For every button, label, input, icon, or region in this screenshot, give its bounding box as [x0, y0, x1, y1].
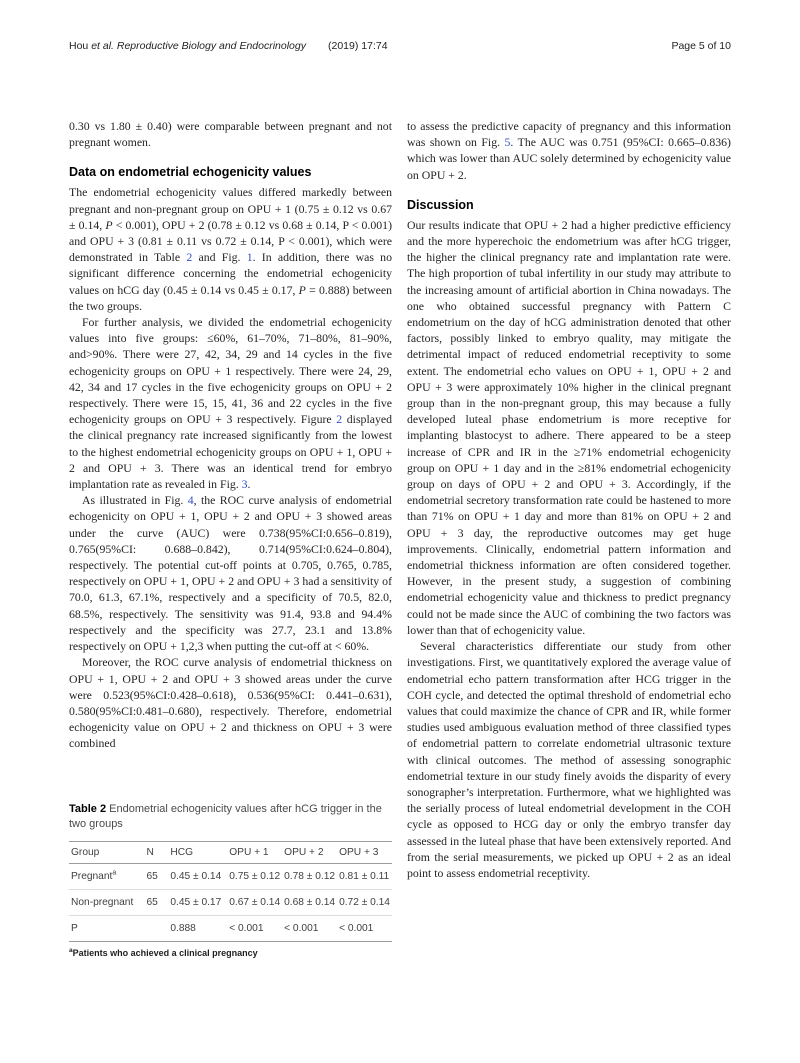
paragraph: [69, 184, 392, 314]
cell: < 0.001: [229, 922, 264, 934]
text-run: displayed the clinical pregnancy rate increased significantly from the lowest to the highest endometrial echogenicity groups on OPU + 1, OPU + 2 and OPU + 3. There was an identical trend for embryo implantation rate as revealed in Fig.: [69, 412, 392, 492]
reference-link[interactable]: 4: [187, 493, 194, 508]
journal-citation-line: [69, 40, 388, 52]
cell: 0.888: [170, 922, 196, 934]
table-2-block: [69, 802, 392, 958]
text-run: 0.30 vs 1.80 ± 0.40) were comparable between pregnant and not pregnant women.: [69, 119, 392, 150]
paragraph: [69, 654, 392, 751]
text-run: .: [247, 477, 251, 492]
text-run: Our results indicate that OPU + 2 had a higher predictive efficiency and the more hyperechoic the endometrium was after hCG trigger, the higher the clinical pregnancy rate and implantation rate were. The high proportion of tubal infertility in our study may attribute to the increasing amount of artificial abortion in China nowadays. The one who obtained successful pregnancy with Pattern C endometrium on the day of hCG administration denoted that other factors, possibly linked to embryo quality, may mitigate the detrimental impact of reduced endometrial receptivity to some extent. The endometrial echo values on OPU + 1, OPU + 2 and OPU + 3 were approximately 10% higher in the clinical pregnant group than in the non-pregnant group, this may because a fully developed luteal phase endometrium is more receptive for implanting blastocyst to adhere. There appeared to be a steep increase of CPR and IR in the ≥71% endometrial echogenicity group on OPU + 1 day and in the ≥81% endometrial echogenicity group on days of OPU + 2 and OPU + 3. Accordingly, if the endometrial secretory transformation rate could be hastened to more than 71% on OPU + 1 day and more than 81% on OPU + 2 and OPU + 3 day, the reproductive outcomes may get huge improvements. Clinically, endometrial pattern information and endometrial thickness information are often considered together. However, in the present study, a suggestion of combining endometrial echogenicity value and thickness to predict pregnancy could not be made since the AUC of combining the two factors was lower than that of echogenicity value.: [407, 217, 731, 637]
reference-link[interactable]: 3: [241, 477, 248, 492]
cell-group: P: [71, 922, 78, 934]
paragraph: [407, 118, 731, 183]
cell: 0.81 ± 0.11: [339, 870, 390, 882]
text-run: As illustrated in Fig.: [82, 493, 188, 508]
cell: 0.45 ± 0.17: [170, 896, 222, 908]
right-column: [407, 118, 731, 881]
text-run: P: [298, 282, 306, 297]
col-header: OPU + 2: [284, 846, 324, 858]
cell: 65: [146, 896, 158, 908]
citation: (2019) 17:74: [328, 40, 388, 52]
authors: Hou: [69, 40, 92, 52]
section-heading-discussion: Discussion: [407, 197, 474, 212]
text-run: , the ROC curve analysis of endometrial echogenicity on OPU + 1, OPU + 2 and OPU + 3 showed areas under the curve (AUC) were 0.738(95%CI:0.656–0.819), 0.765(95%CI: 0.688–0.842), 0.714(95%CI:0.624–0.804), respectively. The potential cut-off points at 0.705, 0.765, 0.785, respectively on OPU + 1, OPU + 2 and OPU + 3 had a sensitivity of 70.0, 61.3, 67.1%, respectively and a specificity of 70.5, 82.0, 68.5%, respectively. The sensitivity was 91.4, 93.8 and 94.4% respectively and the specificity was 27.7, 23.1 and 13.8% respectively on OPU + 1,2,3 when putting the cut-off at < 60%.: [69, 493, 392, 654]
cell: 0.68 ± 0.14: [284, 896, 336, 908]
col-header: N: [146, 846, 154, 858]
col-header: OPU + 3: [339, 846, 379, 858]
text-run: = 0.888) between the two groups.: [69, 282, 393, 313]
paragraph: [407, 217, 731, 638]
cell: 0.75 ± 0.12: [229, 870, 281, 882]
left-column: [69, 118, 392, 958]
reference-link[interactable]: 2: [336, 412, 343, 427]
cell: 65: [146, 870, 158, 882]
table-header-row: [69, 841, 392, 863]
section-heading-echogenicity: Data on endometrial echogenicity values: [69, 165, 312, 180]
col-header: HCG: [170, 846, 193, 858]
footnote-marker: a: [69, 946, 73, 954]
text-run: . In addition, there was no significant difference concerning the endometrial echogenicity values on hCG day (0.45 ± 0.14 vs 0.45 ± 0.17,: [69, 250, 392, 297]
cell: 0.78 ± 0.12: [284, 870, 336, 882]
table-caption: [69, 802, 392, 833]
cell: 0.45 ± 0.14: [170, 870, 222, 882]
table-row: [69, 863, 392, 889]
reference-link[interactable]: 1: [246, 250, 253, 265]
cell: 0.72 ± 0.14: [339, 896, 390, 908]
reference-link[interactable]: 5: [504, 135, 511, 150]
cell: < 0.001: [339, 922, 374, 934]
text-run: to assess the predictive capacity of pregnancy and this information was shown on Fig.: [407, 119, 731, 150]
paragraph: [69, 314, 392, 492]
cell: < 0.001: [284, 922, 319, 934]
cell: [144, 915, 168, 941]
footnote-text: Patients who achieved a clinical pregnancy: [72, 947, 258, 958]
footnote-marker: a: [112, 869, 117, 877]
table-footnote: [69, 948, 392, 958]
cell-text: Pregnant: [71, 870, 113, 882]
text-run: Moreover, the ROC curve analysis of endometrial thickness on OPU + 1, OPU + 2 and OPU + 3 showed areas under the curve were 0.523(95%CI:0.428–0.618), 0.536(95%CI: 0.441–0.631), 0.580(95%CI:0.481–0.680), respectively. Therefore, endometrial echogenicity value on OPU + 2 and thickness on OPU + 3 were combined: [69, 655, 392, 751]
table-2: [69, 841, 392, 942]
table-row: [69, 915, 392, 941]
paragraph: [69, 492, 392, 654]
text-run: < 0.001), OPU + 2 (0.78 ± 0.12 vs 0.68 ± 0.14, P < 0.001) and OPU + 3 (0.81 ± 0.11 vs 0.72 ± 0.14, P < 0.001), which were demonstrated in Table: [69, 217, 392, 265]
paragraph: [69, 118, 392, 150]
cell-group: [69, 863, 144, 889]
text-run: . The AUC was 0.751 (95%CI: 0.665–0.836) which was lower than AUC solely determined by echogenicity value on OPU + 2.: [407, 135, 731, 182]
table-caption-text: Endometrial echogenicity values after hCG trigger in the two groups: [69, 802, 382, 831]
text-run: The endometrial echogenicity values differed markedly between pregnant and non-pregnant group on OPU + 1 (0.75 ± 0.12 vs 0.67 ± 0.14,: [69, 185, 392, 232]
text-run: and Fig.: [192, 250, 247, 265]
text-run: Several characteristics differentiate our study from other investigations. First, we quantitatively explored the average value of endometrial echo pattern transformation after HCG trigger in the COH cycle, and detected the optimal threshold of endometrial echo values that could maximize the chance of CPR and IR, while former studies used ambiguous evaluation method of three classified types of endometrial pattern to correlate endometrial ultrasonic texture with clinical outcomes. The method of assessing sonographic endometrial texture in our study finely avoids the disparity of every sonographer’s interpretation. Furthermore, what we highlighted was the serially process of luteal endometrial development in the COH cycle as opposed to HCG day or only the embryo transfer day assessed in the luteal phase that have been extensively reported. And from the serial measurements, we picked up OPU + 2 as an ideal point to assess endometrial receptivity.: [407, 639, 731, 880]
running-head: [69, 40, 731, 52]
cell-group: Non-pregnant: [71, 896, 134, 908]
cell: 0.67 ± 0.14: [229, 896, 281, 908]
reference-link[interactable]: 2: [186, 250, 193, 265]
table-label: Table 2: [69, 802, 107, 815]
paragraph: [407, 638, 731, 881]
journal-title: et al. Reproductive Biology and Endocrinology: [91, 40, 306, 52]
text-run: For further analysis, we divided the endometrial echogenicity values into five groups: ≤60%, 61–70%, 71–80%, 81–90%, and>90%. There were 27, 42, 34, 29 and 14 cycles in the five echogenicity groups on OPU + 1 respectively. There were 24, 29, 42, 34 and 17 cycles in the five echogenicity groups on OPU + 2 respectively. There were 15, 15, 41, 36 and 22 cycles in the five echogenicity groups on OPU + 3 respectively. Figure: [69, 315, 392, 427]
col-header: Group: [71, 846, 100, 858]
col-header: OPU + 1: [229, 846, 269, 858]
text-run: P: [105, 217, 113, 232]
page-number: Page 5 of 10: [671, 40, 731, 52]
table-row: [69, 889, 392, 915]
